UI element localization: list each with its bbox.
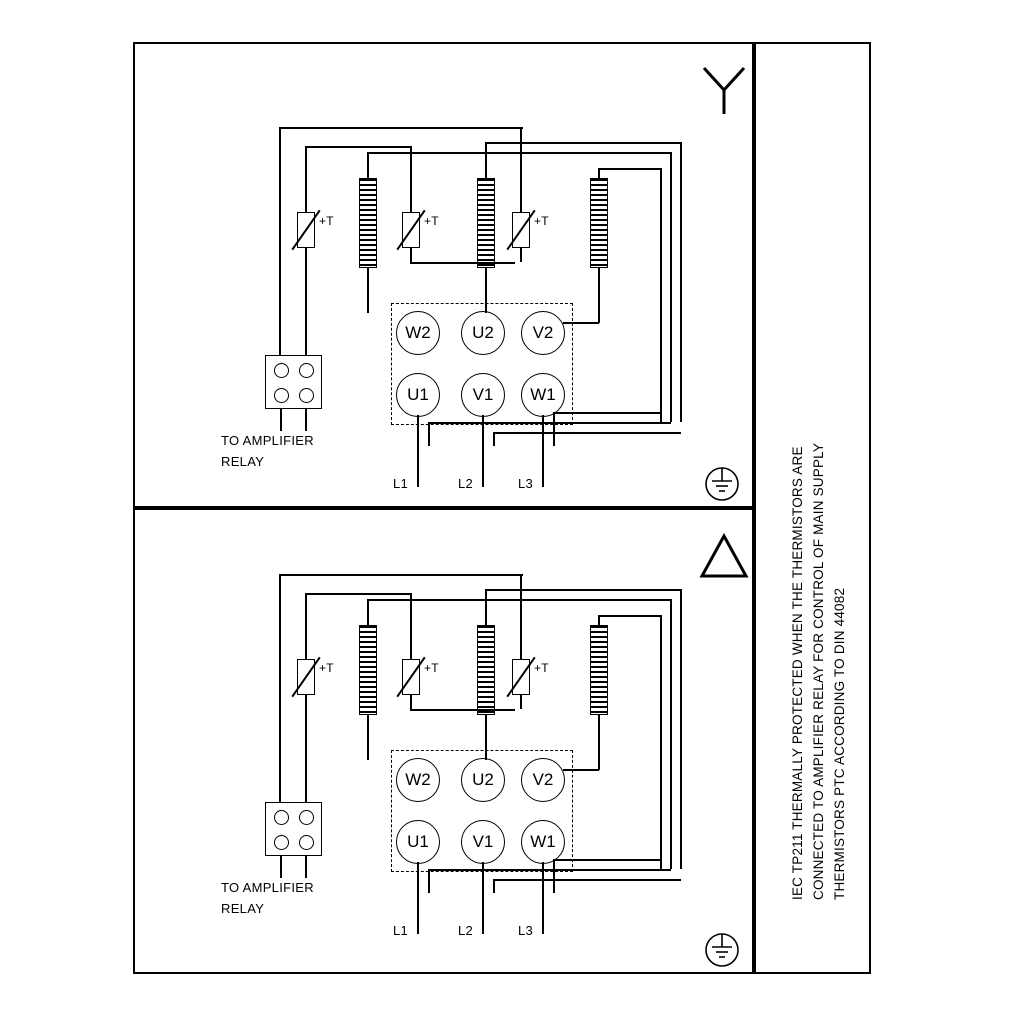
amplifier-label-line1: TO AMPLIFIER	[221, 880, 314, 895]
thermistor-wire	[279, 127, 281, 357]
supply-bus	[428, 869, 430, 893]
terminal-dot	[274, 388, 289, 403]
winding-coil	[477, 625, 495, 715]
coil-bus	[367, 152, 670, 154]
earth-ground-symbol-star	[700, 462, 744, 506]
coil-lead	[367, 715, 369, 760]
coil-bus	[367, 152, 369, 178]
thermistor-wire	[305, 695, 307, 804]
terminal-V2: V2	[521, 758, 565, 802]
supply-bus	[553, 859, 555, 893]
thermistor-label: +T	[424, 214, 439, 228]
terminal-V1: V1	[461, 820, 505, 864]
coil-lead	[563, 322, 599, 324]
supply-bus	[428, 422, 430, 446]
thermistor-wire	[305, 146, 307, 212]
amplifier-terminal-block	[265, 355, 322, 409]
thermistor-wire	[410, 709, 515, 711]
thermistor-label: +T	[319, 214, 334, 228]
amplifier-lead	[280, 856, 282, 878]
coil-lead	[598, 715, 600, 770]
supply-bus	[493, 879, 681, 881]
thermistor-wire	[410, 593, 412, 659]
coil-bus	[680, 589, 682, 869]
amplifier-terminal-block	[265, 802, 322, 856]
coil-lead	[367, 268, 369, 313]
terminal-dot	[274, 810, 289, 825]
supply-bus	[493, 879, 495, 893]
thermistor-wire	[305, 146, 410, 148]
thermistor-wire	[520, 603, 522, 659]
supply-bus	[542, 862, 544, 934]
amplifier-label-line2: RELAY	[221, 454, 265, 469]
thermistor-wire	[305, 593, 410, 595]
supply-label-L2: L2	[458, 476, 474, 491]
terminal-W1: W1	[521, 373, 565, 417]
terminal-V1: V1	[461, 373, 505, 417]
coil-bus	[598, 615, 660, 617]
terminal-W2: W2	[396, 311, 440, 355]
note-line-3: THERMISTORS PTC ACCORDING TO DIN 44082	[832, 587, 847, 900]
amplifier-lead	[305, 409, 307, 431]
coil-lead	[485, 715, 487, 760]
amplifier-label-line2: RELAY	[221, 901, 265, 916]
supply-bus	[428, 422, 671, 424]
coil-bus	[367, 599, 670, 601]
thermistor-wire	[520, 156, 522, 212]
supply-label-L1: L1	[393, 476, 409, 491]
supply-bus	[482, 862, 484, 934]
coil-bus	[367, 599, 369, 625]
winding-coil	[359, 178, 377, 268]
terminal-dot	[299, 810, 314, 825]
thermistor-wire	[410, 262, 515, 264]
thermistor-wire	[410, 146, 412, 212]
coil-lead	[598, 268, 600, 323]
thermistor-wire	[279, 127, 523, 129]
winding-coil	[359, 625, 377, 715]
thermistor-wire	[410, 248, 412, 262]
thermistor-label: +T	[424, 661, 439, 675]
winding-coil	[477, 178, 495, 268]
winding-coil	[590, 178, 608, 268]
supply-bus	[428, 869, 671, 871]
coil-bus	[680, 142, 682, 422]
terminal-dot	[299, 835, 314, 850]
note-line-2: CONNECTED TO AMPLIFIER RELAY FOR CONTROL OF MAIN SUPPLY	[811, 442, 826, 900]
coil-lead	[563, 769, 599, 771]
terminal-dot	[299, 388, 314, 403]
thermistor-wire	[305, 248, 307, 357]
terminal-U1: U1	[396, 373, 440, 417]
thermistor-wire	[520, 248, 522, 262]
amplifier-lead	[280, 409, 282, 431]
supply-bus	[493, 432, 495, 446]
amplifier-label-line1: TO AMPLIFIER	[221, 433, 314, 448]
delta-triangle-symbol	[696, 530, 752, 582]
winding-coil	[590, 625, 608, 715]
terminal-W2: W2	[396, 758, 440, 802]
thermistor-label: +T	[534, 214, 549, 228]
supply-bus	[553, 859, 661, 861]
thermistor-wire	[279, 574, 281, 804]
coil-bus	[485, 589, 680, 591]
thermistor-wire	[279, 574, 523, 576]
terminal-dot	[274, 363, 289, 378]
supply-bus	[417, 862, 419, 934]
supply-label-L2: L2	[458, 923, 474, 938]
thermistor-wire	[410, 695, 412, 709]
terminal-U1: U1	[396, 820, 440, 864]
supply-bus	[482, 415, 484, 487]
thermistor-wire	[520, 695, 522, 709]
coil-bus	[660, 615, 662, 869]
supply-label-L3: L3	[518, 476, 534, 491]
earth-ground-symbol-delta	[700, 928, 744, 972]
terminal-W1: W1	[521, 820, 565, 864]
coil-lead	[485, 268, 487, 313]
supply-bus	[417, 415, 419, 487]
coil-bus	[485, 589, 487, 625]
supply-bus	[553, 412, 661, 414]
thermistor-wire	[305, 593, 307, 659]
thermistor-label: +T	[534, 661, 549, 675]
coil-bus	[485, 142, 487, 178]
coil-bus	[660, 168, 662, 422]
terminal-dot	[299, 363, 314, 378]
terminal-U2: U2	[461, 758, 505, 802]
terminal-V2: V2	[521, 311, 565, 355]
supply-bus	[542, 415, 544, 487]
amplifier-lead	[305, 856, 307, 878]
supply-bus	[553, 412, 555, 446]
coil-bus	[598, 168, 660, 170]
supply-label-L1: L1	[393, 923, 409, 938]
coil-bus	[485, 142, 680, 144]
note-line-1: IEC TP211 THERMALLY PROTECTED WHEN THE THERMISTORS ARE	[790, 446, 805, 900]
coil-bus	[598, 168, 600, 180]
terminal-dot	[274, 835, 289, 850]
coil-bus	[670, 152, 672, 422]
coil-bus	[670, 599, 672, 869]
thermistor-label: +T	[319, 661, 334, 675]
star-wye-symbol	[696, 62, 752, 118]
terminal-U2: U2	[461, 311, 505, 355]
coil-bus	[598, 615, 600, 627]
supply-label-L3: L3	[518, 923, 534, 938]
supply-bus	[493, 432, 681, 434]
